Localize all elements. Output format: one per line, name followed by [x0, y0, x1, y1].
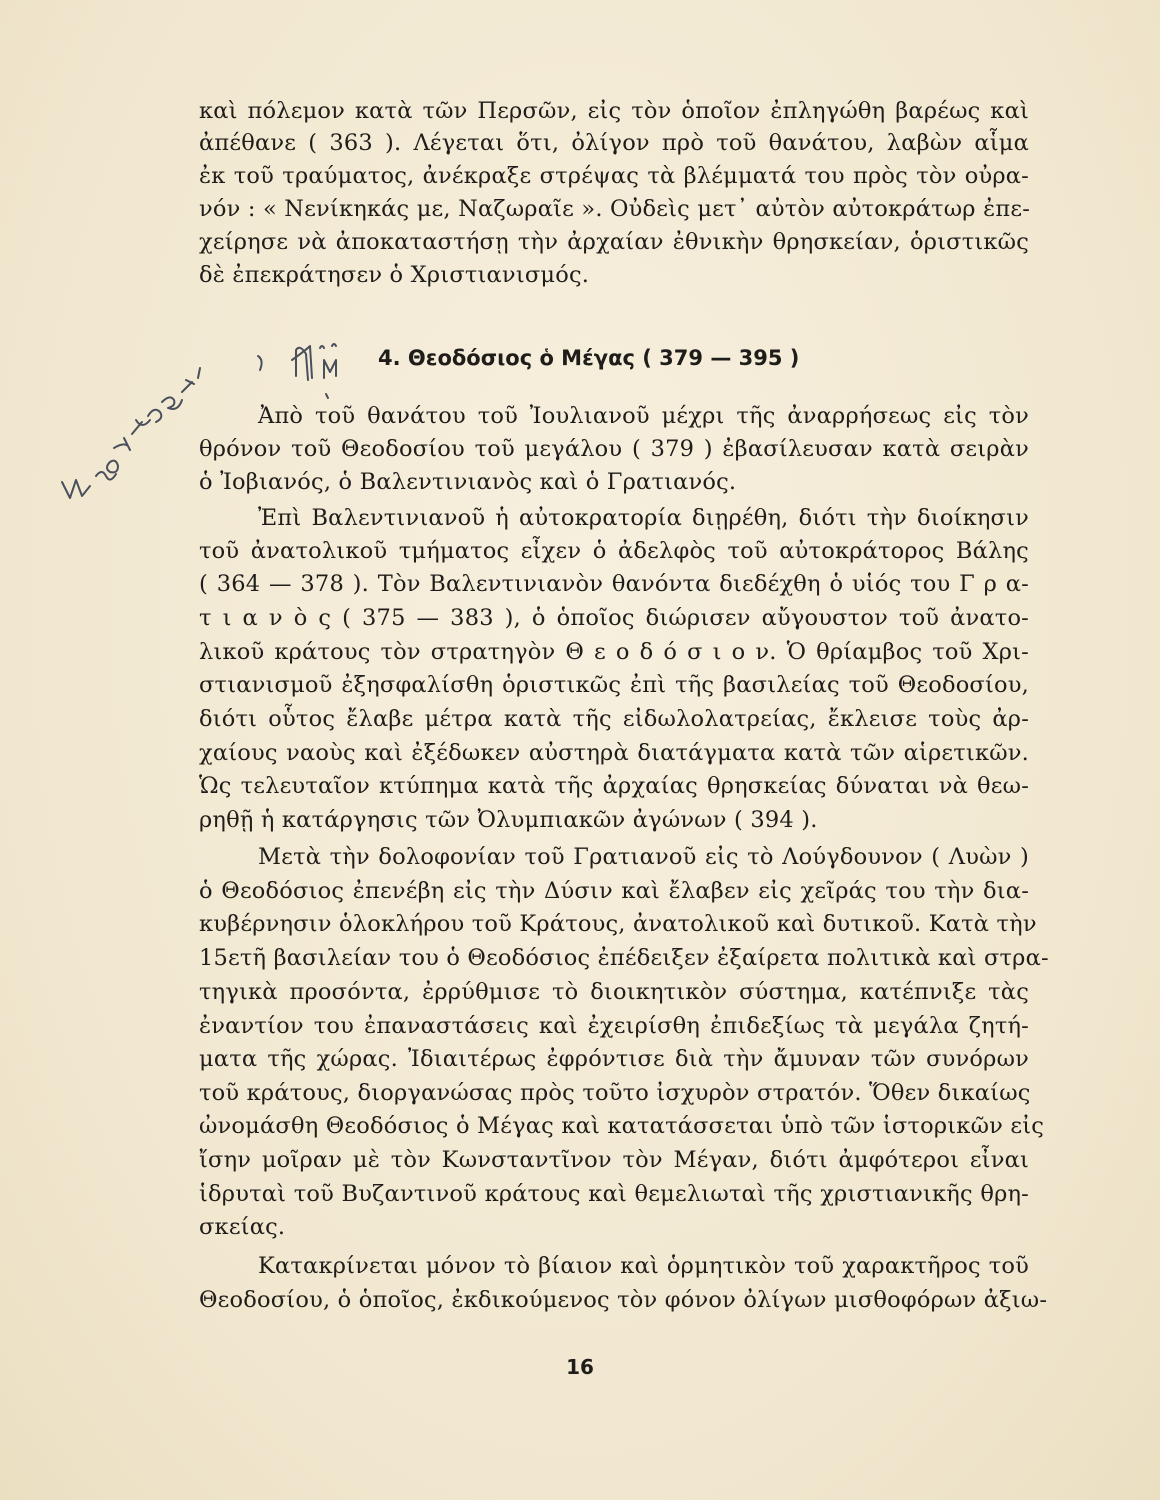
text-line: Ἀπὸ τοῦ θανάτου τοῦ Ἰουλιανοῦ μέχρι τῆς ἀναρρήσεως εἰς τὸν [258, 403, 1029, 429]
text-line: λικοῦ κράτους τὸν στρατηγὸν Θ ε ο δ ό σ ι ο ν. Ὁ θρίαμβος τοῦ Χρι- [199, 639, 1029, 665]
text-line: διότι οὗτος ἔλαβε μέτρα κατὰ τῆς εἰδωλολατρείας, ἔκλεισε τοὺς ἀρ- [199, 706, 1029, 732]
text-line: ματα τῆς χώρας. Ἰδιαιτέρως ἐφρόντισε διὰ τὴν ἄμυναν τῶν συνόρων [199, 1046, 1029, 1072]
text-line: νόν : « Νενίκηκάς με, Ναζωραῖε ». Οὐδεὶς μετ᾽ αὐτὸν αὐτοκράτωρ ἐπε- [199, 196, 1031, 222]
text-line: Κατακρίνεται μόνον τὸ βίαιον καὶ ὁρμητικὸν τοῦ χαρακτῆρος τοῦ [258, 1253, 1029, 1279]
text-line: ὠνομάσθη Θεοδόσιος ὁ Μέγας καὶ κατατάσσεται ὑπὸ τῶν ἱστορικῶν εἰς [199, 1113, 1045, 1139]
section-heading: 4. Θεοδόσιος ὁ Μέγας ( 379 — 395 ) [378, 346, 800, 370]
text-line: χείρησε νὰ ἀποκαταστήσῃ τὴν ἀρχαίαν ἐθνικὴν θρησκείαν, ὁριστικῶς [199, 229, 1029, 255]
text-line: στιανισμοῦ ἐξησφαλίσθη ὁριστικῶς ἐπὶ τῆς βασιλείας τοῦ Θεοδοσίου, [199, 672, 1029, 698]
text-line: 15ετῆ βασιλείαν του ὁ Θεοδόσιος ἐπέδειξεν ἐξαίρετα πολιτικὰ καὶ στρα- [199, 945, 1049, 971]
text-line: ρηθῇ ἡ κατάργησις τῶν Ὀλυμπιακῶν ἀγώνων ( 394 ). [199, 807, 818, 833]
text-line: τ ι α ν ὸ ς ( 375 — 383 ), ὁ ὁποῖος διώρισεν αὔγουστον τοῦ ἀνατο- [199, 605, 1029, 631]
text-line: τηγικὰ προσόντα, ἐρρύθμισε τὸ διοικητικὸν σύστημα, κατέπνιξε τὰς [199, 979, 1029, 1005]
page-number: 16 [566, 1355, 594, 1379]
text-line: Μετὰ τὴν δολοφονίαν τοῦ Γρατιανοῦ εἰς τὸ Λούγδουνον ( Λυὼν ) [258, 844, 1029, 870]
text-line: δὲ ἐπεκράτησεν ὁ Χριστιανισμός. [199, 262, 590, 288]
text-line: Ἐπὶ Βαλεντινιανοῦ ἡ αὐτοκρατορία διῃρέθη, διότι τὴν διοίκησιν [258, 505, 1029, 531]
text-line: ἐκ τοῦ τραύματος, ἀνέκραξε στρέψας τὰ βλέμματά του πρὸς τὸν οὐρα- [199, 163, 1029, 189]
text-line: ὁ Θεοδόσιος ἐπενέβη εἰς τὴν Δύσιν καὶ ἔλαβεν εἰς χεῖράς του τὴν δια- [199, 878, 1029, 904]
text-line: ἱδρυταὶ τοῦ Βυζαντινοῦ κράτους καὶ θεμελιωταὶ τῆς χριστιανικῆς θρη- [199, 1181, 1029, 1207]
text-line: Ὡς τελευταῖον κτύπημα κατὰ τῆς ἀρχαίας θρησκείας δύναται νὰ θεω- [199, 773, 1029, 799]
text-line: ἐναντίον του ἐπαναστάσεις καὶ ἐχειρίσθη ἐπιδεξίως τὰ μεγάλα ζητή- [199, 1013, 1029, 1039]
text-line: ἀπέθανε ( 363 ). Λέγεται ὅτι, ὀλίγον πρὸ τοῦ θανάτου, λαβὼν αἷμα [199, 130, 1029, 156]
text-line: καὶ πόλεμον κατὰ τῶν Περσῶν, εἰς τὸν ὁποῖον ἐπληγώθη βαρέως καὶ [199, 98, 1029, 124]
text-line: θρόνον τοῦ Θεοδοσίου τοῦ μεγάλου ( 379 ) ἐβασίλευσαν κατὰ σειρὰν [199, 436, 1029, 462]
text-line: σκείας. [199, 1214, 286, 1240]
text-line: τοῦ ἀνατολικοῦ τμήματος εἶχεν ὁ ἀδελφὸς τοῦ αὐτοκράτορος Βάλης [199, 538, 1029, 564]
text-line: ἴσην μοῖραν μὲ τὸν Κωνσταντῖνον τὸν Μέγαν, διότι ἀμφότεροι εἶναι [199, 1147, 1029, 1173]
text-line: χαίους ναοὺς καὶ ἐξέδωκεν αὐστηρὰ διατάγματα κατὰ τῶν αἱρετικῶν. [199, 740, 1029, 766]
text-line: κυβέρνησιν ὁλοκλήρου τοῦ Κράτους, ἀνατολικοῦ καὶ δυτικοῦ. Κατὰ τὴν [199, 911, 1037, 937]
text-line: ( 364 — 378 ). Τὸν Βαλεντινιανὸν θανόντα διεδέχθη ὁ υἱός του Γ ρ α- [199, 571, 1029, 597]
text-line: ὁ Ἰοβιανός, ὁ Βαλεντινιανὸς καὶ ὁ Γρατιανός. [199, 469, 737, 495]
text-line: τοῦ κράτους, διοργανώσας πρὸς τοῦτο ἰσχυρὸν στρατόν. Ὅθεν δικαίως [199, 1080, 1031, 1106]
text-line: Θεοδοσίου, ὁ ὁποῖος, ἐκδικούμενος τὸν φόνον ὀλίγων μισθοφόρων ἀξιω- [199, 1287, 1048, 1313]
